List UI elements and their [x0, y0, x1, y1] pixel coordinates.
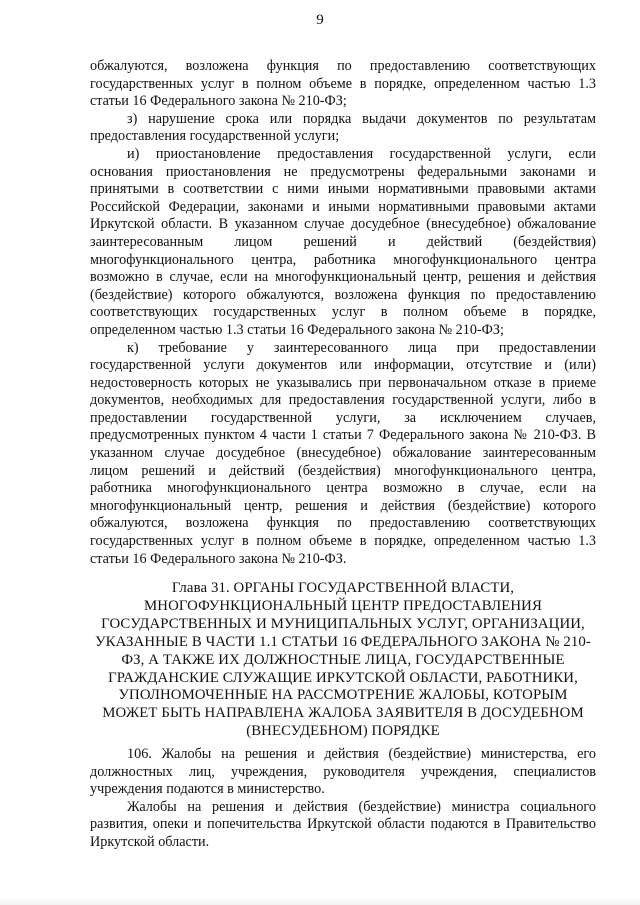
paragraph-continuation: обжалуются, возложена функция по предоставлению соответствующих государственных услуг в полном объеме в порядке, определенном частью 1.3 статьи 16 Федерального закона № 210-ФЗ; [90, 58, 596, 110]
paragraph-106: 106. Жалобы на решения и действия (бездействие) министерства, его должностных лиц, учреждения, руководителя учреждения, специалистов учреждения подаются в министерство. [90, 746, 596, 798]
paragraph-item-i: и) приостановление предоставления государственной услуги, если основания приостановления не предусмотрены федеральными законами и принятыми в соответствии с ними иными нормативными правовыми актами Российской Федерации, законами и иными нормативными правовыми актами Иркутской области. В указанном случае досудебное (внесудебное) обжалование заинтересованным лицом решений и действий (бездействия) многофункционального центра, работника многофункционального центра возможно в случае, если на многофункциональный центр, решения и действия (бездействие) которого обжалуются, возложена функция по предоставлению соответствующих государственных услуг в полном объеме в порядке, определенном частью 1.3 статьи 16 Федерального закона № 210-ФЗ; [90, 145, 596, 338]
body-text [90, 58, 596, 568]
page-number: 9 [316, 12, 324, 28]
paragraph-item-k: к) требование у заинтересованного лица при предоставлении государственной услуги документов или информации, отсутствие и (или) недостоверность которых не указывались при первоначальном отказе в приеме документов, необходимых для предоставления государственной услуги, либо в предоставлении государственной услуги, за исключением случаев, предусмотренных пунктом 4 части 1 статьи 7 Федерального закона № 210-ФЗ. В указанном случае досудебное (внесудебное) обжалование заинтересованным лицом решений и действий (бездействия) многофункционального центра, работника многофункционального центра возможно в случае, если на многофункциональный центр, решения и действия (бездействие) которого обжалуются, возложена функция по предоставлению соответствующих государственных услуг в полном объеме в порядке, определенном частью 1.3 статьи 16 Федерального закона № 210-ФЗ. [90, 339, 596, 567]
paragraph-106-continued: Жалобы на решения и действия (бездействие) министра социального развития, опеки и попечительства Иркутской области подаются в Правительство Иркутской области. [90, 798, 596, 850]
paragraph-item-z: з) нарушение срока или порядка выдачи документов по результатам предоставления государственной услуги; [90, 110, 596, 145]
chapter-heading: Глава 31. ОРГАНЫ ГОСУДАРСТВЕННОЙ ВЛАСТИ, МНОГОФУНКЦИОНАЛЬНЫЙ ЦЕНТР ПРЕДОСТАВЛЕНИЯ ГОСУДАРСТВЕННЫХ И МУНИЦИПАЛЬНЫХ УСЛУГ, ОРГАНИЗАЦИИ, УКАЗАННЫЕ В ЧАСТИ 1.1 СТАТЬИ 16 ФЕДЕРАЛЬНОГО ЗАКОНА № 210-ФЗ, А ТАКЖЕ ИХ ДОЛЖНОСТНЫЕ ЛИЦА, ГОСУДАРСТВЕННЫЕ ГРАЖДАНСКИЕ СЛУЖАЩИЕ ИРКУТСКОЙ ОБЛАСТИ, РАБОТНИКИ, УПОЛНОМОЧЕННЫЕ НА РАССМОТРЕНИЕ ЖАЛОБЫ, КОТОРЫМ МОЖЕТ БЫТЬ НАПРАВЛЕНА ЖАЛОБА ЗАЯВИТЕЛЯ В ДОСУДЕБНОМ (ВНЕСУДЕБНОМ) ПОРЯДКЕ [95, 580, 591, 740]
section-text [90, 746, 596, 852]
page-bottom-edge [0, 898, 640, 905]
